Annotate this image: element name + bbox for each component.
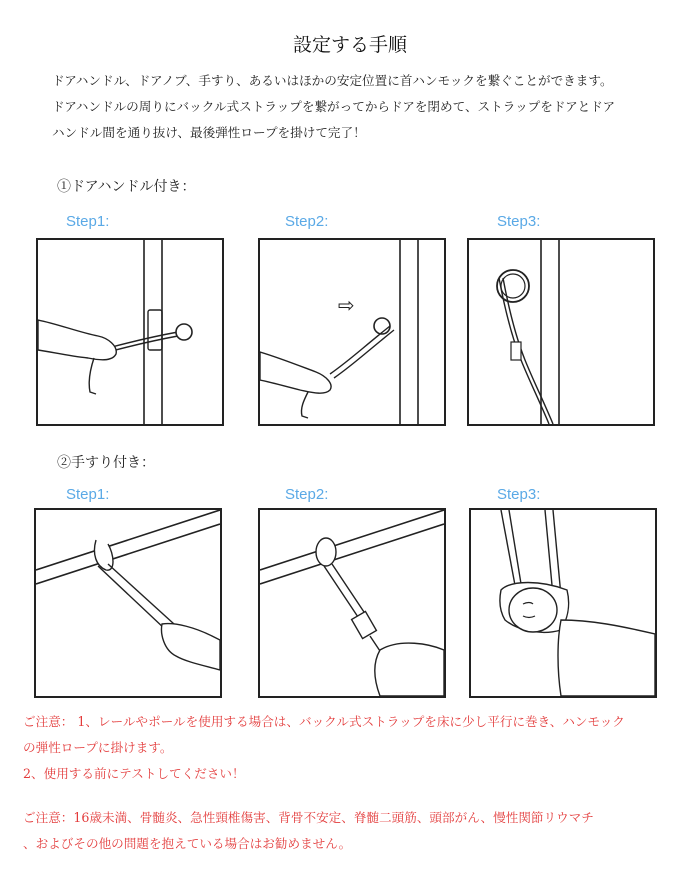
step-label-2: Step2:: [285, 486, 329, 503]
caution-line-2: の弾性ロープに掛けます。: [23, 740, 173, 755]
intro-line-3: ハンドル間を通り抜け、最後弾性ロープを掛けて完了！: [52, 125, 366, 140]
illustration-rail-step1: [34, 508, 222, 698]
page-title: 設定する手順: [292, 34, 407, 56]
illustration-rail-step3: [469, 508, 657, 698]
caution-note-usage: [23, 709, 688, 787]
arrow-right-icon: ⇨: [338, 293, 355, 317]
caution-note-health: [23, 805, 688, 857]
step-label-3: Step3:: [497, 213, 541, 230]
section-heading-handrail: ②手すり付き：: [57, 455, 155, 471]
caution-health-line-2: 、およびその他の問題を抱えている場合はお勧めません。: [23, 836, 352, 851]
step-label-1: Step1:: [66, 213, 110, 230]
caution-health-line-1: ご注意：16歳未満、骨髄炎、急性頸椎傷害、背骨不安定、脊髄二頭筋、頭部がん、慢性関節リウマチ: [23, 810, 594, 825]
illustration-rail-step2: [258, 508, 446, 698]
illustration-door-step3: [467, 238, 655, 426]
intro-line-2: ドアハンドルの周りにバックル式ストラップを繋がってからドアを閉めて、ストラップをドアとドア: [52, 99, 616, 114]
intro-text: [52, 68, 662, 146]
caution-line-3: 2、使用する前にテストしてください！: [23, 766, 245, 781]
caution-line-1: ご注意： 1、レールやポールを使用する場合は、バックル式ストラップを床に少し平行に巻き、ハンモック: [23, 714, 625, 729]
step-label-3: Step3:: [497, 486, 541, 503]
step-label-1: Step1:: [66, 486, 110, 503]
illustration-door-step2: [258, 238, 446, 426]
intro-line-1: ドアハンドル、ドアノブ、手すり、あるいはほかの安定位置に首ハンモックを繋ぐことができます。: [52, 73, 613, 88]
illustration-door-step1: [36, 238, 224, 426]
section-heading-door-handle: ①ドアハンドル付き：: [57, 179, 196, 195]
step-label-2: Step2:: [285, 213, 329, 230]
